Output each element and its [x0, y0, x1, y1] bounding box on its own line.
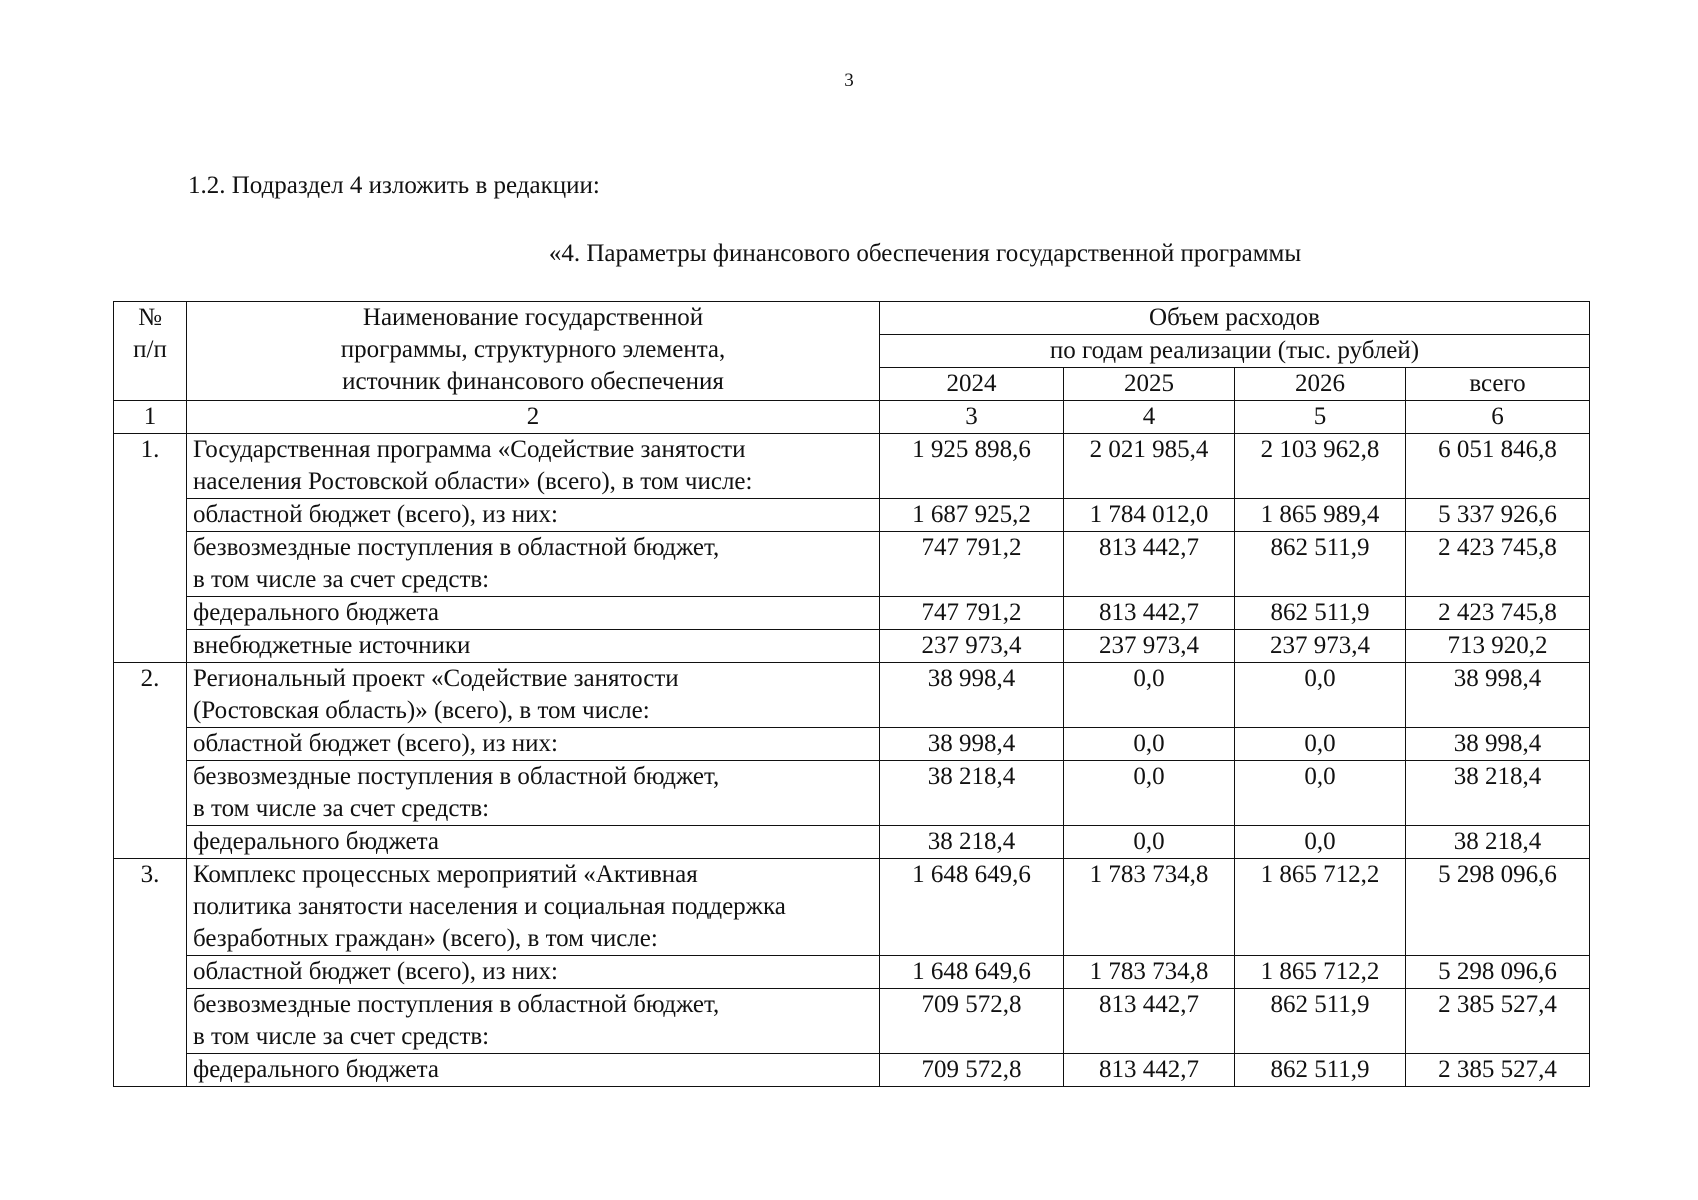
table-row: [114, 532, 1590, 597]
value-total-cell: 2 423 745,8: [1406, 532, 1590, 597]
row-name-line: Региональный проект «Содействие занятости: [193, 665, 679, 692]
value-2026-cell: 1 865 712,2: [1235, 956, 1406, 989]
header-year-2026: 2026: [1235, 368, 1406, 401]
row-number-cell: [114, 532, 187, 597]
value-2024-cell: 1 648 649,6: [880, 956, 1064, 989]
value-2025-cell: 0,0: [1064, 826, 1235, 859]
row-name-line: в том числе за счет средств:: [193, 1023, 490, 1050]
table-row: [114, 499, 1590, 532]
value-2024-cell: 747 791,2: [880, 532, 1064, 597]
table-header: [114, 302, 1590, 401]
value-2026-cell: 0,0: [1235, 728, 1406, 761]
value-2026-cell: 0,0: [1235, 663, 1406, 728]
row-name-line: политика занятости населения и социальная поддержка: [193, 893, 786, 920]
value-2024-cell: 38 218,4: [880, 761, 1064, 826]
value-2026-cell: 862 511,9: [1235, 1054, 1406, 1087]
header-name-line: источник финансового обеспечения: [342, 368, 724, 395]
value-2025-cell: 0,0: [1064, 663, 1235, 728]
row-name-line: внебюджетные источники: [193, 632, 471, 659]
row-number-cell: 2.: [114, 663, 187, 728]
row-name-line: областной бюджет (всего), из них:: [193, 501, 558, 528]
value-2026-cell: 1 865 989,4: [1235, 499, 1406, 532]
value-total-cell: 2 385 527,4: [1406, 989, 1590, 1054]
value-2026-cell: 2 103 962,8: [1235, 434, 1406, 499]
column-number: 4: [1064, 401, 1235, 434]
table-row: [114, 956, 1590, 989]
value-2026-cell: 862 511,9: [1235, 597, 1406, 630]
value-total-cell: 38 998,4: [1406, 663, 1590, 728]
row-name-line: безработных граждан» (всего), в том числе:: [193, 925, 658, 952]
row-name-cell: [187, 434, 880, 499]
row-number-cell: [114, 1054, 187, 1087]
value-2024-cell: 709 572,8: [880, 1054, 1064, 1087]
intro-paragraph: 1.2. Подраздел 4 изложить в редакции:: [188, 172, 600, 199]
table-row: [114, 630, 1590, 663]
table-row: [114, 434, 1590, 499]
row-name-cell: [187, 761, 880, 826]
table-row: [114, 859, 1590, 956]
row-number-cell: [114, 728, 187, 761]
column-number: 6: [1406, 401, 1590, 434]
header-name: [187, 302, 880, 401]
row-name-line: федерального бюджета: [193, 1056, 439, 1083]
row-number-cell: [114, 761, 187, 826]
value-2025-cell: 2 021 985,4: [1064, 434, 1235, 499]
row-name-line: безвозмездные поступления в областной бюджет,: [193, 991, 720, 1018]
table-row: [114, 826, 1590, 859]
column-number: 3: [880, 401, 1064, 434]
value-total-cell: 38 218,4: [1406, 761, 1590, 826]
table-body: [114, 401, 1590, 1087]
table-row: [114, 989, 1590, 1054]
column-numbers-row: [114, 401, 1590, 434]
table-row: [114, 761, 1590, 826]
financing-table: [113, 301, 1590, 1087]
row-name-cell: [187, 956, 880, 989]
row-name-cell: [187, 826, 880, 859]
column-number: 2: [187, 401, 880, 434]
value-2025-cell: 813 442,7: [1064, 1054, 1235, 1087]
row-number-cell: [114, 826, 187, 859]
value-2024-cell: 1 648 649,6: [880, 859, 1064, 956]
row-name-cell: [187, 728, 880, 761]
row-number-cell: [114, 989, 187, 1054]
value-2025-cell: 1 783 734,8: [1064, 956, 1235, 989]
header-number: [114, 302, 187, 401]
value-total-cell: 5 298 096,6: [1406, 859, 1590, 956]
header-name-line: программы, структурного элемента,: [340, 336, 726, 363]
row-name-line: федерального бюджета: [193, 599, 439, 626]
value-2025-cell: 1 783 734,8: [1064, 859, 1235, 956]
row-name-line: областной бюджет (всего), из них:: [193, 958, 558, 985]
value-2026-cell: 0,0: [1235, 761, 1406, 826]
column-number: 5: [1235, 401, 1406, 434]
table-row: [114, 1054, 1590, 1087]
row-number-cell: [114, 956, 187, 989]
value-2024-cell: 237 973,4: [880, 630, 1064, 663]
table-row: [114, 728, 1590, 761]
value-2025-cell: 813 442,7: [1064, 532, 1235, 597]
row-name-cell: [187, 663, 880, 728]
header-volume-line: Объем расходов: [1149, 304, 1320, 331]
value-2025-cell: 813 442,7: [1064, 989, 1235, 1054]
value-2024-cell: 709 572,8: [880, 989, 1064, 1054]
table-row: [114, 663, 1590, 728]
header-year-2025: 2025: [1064, 368, 1235, 401]
value-2024-cell: 38 998,4: [880, 728, 1064, 761]
value-2024-cell: 1 925 898,6: [880, 434, 1064, 499]
row-name-cell: [187, 1054, 880, 1087]
value-total-cell: 2 423 745,8: [1406, 597, 1590, 630]
value-total-cell: 2 385 527,4: [1406, 1054, 1590, 1087]
row-name-line: населения Ростовской области» (всего), в том числе:: [193, 468, 753, 495]
row-number-cell: 1.: [114, 434, 187, 499]
value-2025-cell: 237 973,4: [1064, 630, 1235, 663]
row-name-line: областной бюджет (всего), из них:: [193, 730, 558, 757]
row-name-line: федерального бюджета: [193, 828, 439, 855]
value-2026-cell: 862 511,9: [1235, 989, 1406, 1054]
value-2024-cell: 38 218,4: [880, 826, 1064, 859]
header-volume-line: по годам реализации (тыс. рублей): [1049, 337, 1420, 364]
value-2024-cell: 747 791,2: [880, 597, 1064, 630]
row-name-line: в том числе за счет средств:: [193, 566, 490, 593]
table-row: [114, 597, 1590, 630]
row-name-line: безвозмездные поступления в областной бюджет,: [193, 763, 720, 790]
header-number-line: №: [138, 304, 162, 331]
section-title: «4. Параметры финансового обеспечения государственной программы: [548, 240, 1302, 267]
header-volume-years: [880, 335, 1590, 368]
page-number: 3: [844, 70, 854, 91]
value-total-cell: 5 337 926,6: [1406, 499, 1590, 532]
value-total-cell: 6 051 846,8: [1406, 434, 1590, 499]
value-2026-cell: 862 511,9: [1235, 532, 1406, 597]
column-number: 1: [114, 401, 187, 434]
row-name-cell: [187, 597, 880, 630]
row-name-line: (Ростовская область)» (всего), в том числе:: [193, 697, 650, 724]
value-total-cell: 713 920,2: [1406, 630, 1590, 663]
value-2026-cell: 0,0: [1235, 826, 1406, 859]
row-name-line: Государственная программа «Содействие занятости: [193, 436, 746, 463]
row-name-cell: [187, 989, 880, 1054]
value-2025-cell: 0,0: [1064, 728, 1235, 761]
header-volume: [880, 302, 1590, 335]
row-number-cell: 3.: [114, 859, 187, 956]
value-total-cell: 38 998,4: [1406, 728, 1590, 761]
header-number-line: п/п: [133, 336, 167, 363]
row-name-cell: [187, 532, 880, 597]
row-number-cell: [114, 597, 187, 630]
row-name-cell: [187, 499, 880, 532]
header-total: всего: [1406, 368, 1590, 401]
row-number-cell: [114, 630, 187, 663]
row-name-line: безвозмездные поступления в областной бюджет,: [193, 534, 720, 561]
value-2026-cell: 237 973,4: [1235, 630, 1406, 663]
value-2024-cell: 1 687 925,2: [880, 499, 1064, 532]
value-total-cell: 38 218,4: [1406, 826, 1590, 859]
value-2025-cell: 813 442,7: [1064, 597, 1235, 630]
row-number-cell: [114, 499, 187, 532]
value-2025-cell: 1 784 012,0: [1064, 499, 1235, 532]
row-name-line: Комплекс процессных мероприятий «Активная: [193, 861, 698, 888]
value-total-cell: 5 298 096,6: [1406, 956, 1590, 989]
value-2026-cell: 1 865 712,2: [1235, 859, 1406, 956]
row-name-cell: [187, 630, 880, 663]
header-name-line: Наименование государственной: [362, 304, 704, 331]
value-2025-cell: 0,0: [1064, 761, 1235, 826]
value-2024-cell: 38 998,4: [880, 663, 1064, 728]
header-year-2024: 2024: [880, 368, 1064, 401]
row-name-line: в том числе за счет средств:: [193, 795, 490, 822]
row-name-cell: [187, 859, 880, 956]
